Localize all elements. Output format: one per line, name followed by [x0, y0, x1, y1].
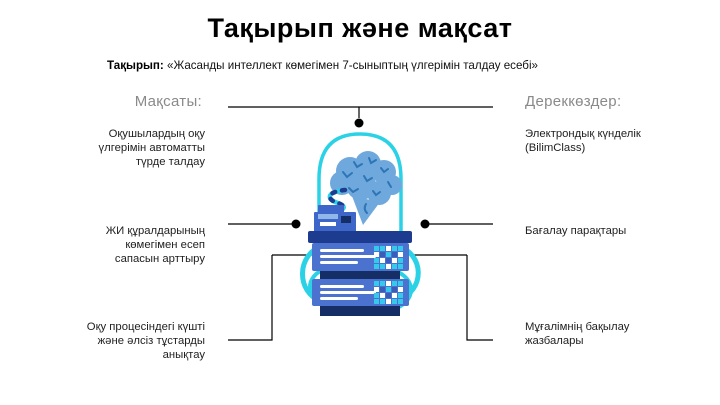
- server-led: [374, 258, 379, 263]
- server-led: [374, 246, 379, 251]
- server-led: [374, 299, 379, 304]
- goal-item-3: Оқу процесіндегі күшті және әлсіз тұстарды анықтау: [86, 321, 205, 361]
- server-led: [392, 264, 397, 269]
- server-led: [374, 264, 379, 269]
- server-led: [398, 299, 403, 304]
- server-led: [386, 299, 391, 304]
- server-led: [380, 287, 385, 292]
- server-led: [380, 293, 385, 298]
- server-led: [380, 246, 385, 251]
- card-reader-device: [314, 205, 356, 233]
- server-led: [386, 264, 391, 269]
- server-led: [392, 258, 397, 263]
- server-led: [398, 252, 403, 257]
- subtitle-text: «Жасанды интеллект көмегімен 7-сыныптың үлгерімін талдау есебі»: [167, 59, 538, 72]
- source-item-1: Электрондық күнделік (BilimClass): [525, 128, 641, 154]
- connector-line-bottom-left: [228, 255, 272, 340]
- goal-item-1: Оқушылардың оқу үлгерімін автоматты түрде талдау: [98, 128, 205, 168]
- server-unit-1: [312, 243, 409, 271]
- server-led: [374, 293, 379, 298]
- slide-subtitle: [107, 59, 559, 72]
- server-led: [398, 293, 403, 298]
- server-led: [374, 252, 379, 257]
- server-rack-icon: [302, 231, 418, 316]
- subtitle-label: Тақырып:: [107, 59, 164, 72]
- server-led: [392, 293, 397, 298]
- server-led: [392, 252, 397, 257]
- server-top-cap: [308, 231, 412, 243]
- server-led: [392, 299, 397, 304]
- server-unit-2: [312, 279, 409, 306]
- server-led: [386, 293, 391, 298]
- connector-dot-right: [421, 220, 430, 229]
- server-led: [386, 246, 391, 251]
- server-led: [392, 281, 397, 286]
- server-led: [398, 287, 403, 292]
- server-led: [374, 287, 379, 292]
- server-base: [320, 305, 400, 316]
- server-led: [398, 246, 403, 251]
- server-led: [392, 246, 397, 251]
- server-led: [398, 281, 403, 286]
- connector-dot-top: [355, 119, 364, 128]
- server-led: [380, 299, 385, 304]
- server-led: [380, 281, 385, 286]
- connector-line-bottom-right: [467, 255, 493, 340]
- goals-heading: Мақсаты:: [134, 93, 202, 110]
- server-led: [380, 264, 385, 269]
- server-led: [386, 252, 391, 257]
- server-led: [380, 252, 385, 257]
- server-divider: [320, 270, 400, 279]
- goal-item-2: ЖИ құралдарының көмегімен есеп сапасын арттыру: [105, 225, 205, 265]
- server-led: [386, 281, 391, 286]
- server-led: [374, 281, 379, 286]
- source-item-3: Мұғалімнің бақылау жазбалары: [525, 321, 630, 347]
- source-item-2: Бағалау парақтары: [525, 225, 627, 237]
- sources-heading: Дереккөздер:: [525, 93, 622, 110]
- server-led: [380, 258, 385, 263]
- server-led: [398, 264, 403, 269]
- connector-dot-left: [292, 220, 301, 229]
- server-led: [386, 287, 391, 292]
- server-led: [392, 287, 397, 292]
- server-led: [386, 258, 391, 263]
- slide-title: Тақырып және мақсат: [207, 13, 513, 43]
- server-led: [398, 258, 403, 263]
